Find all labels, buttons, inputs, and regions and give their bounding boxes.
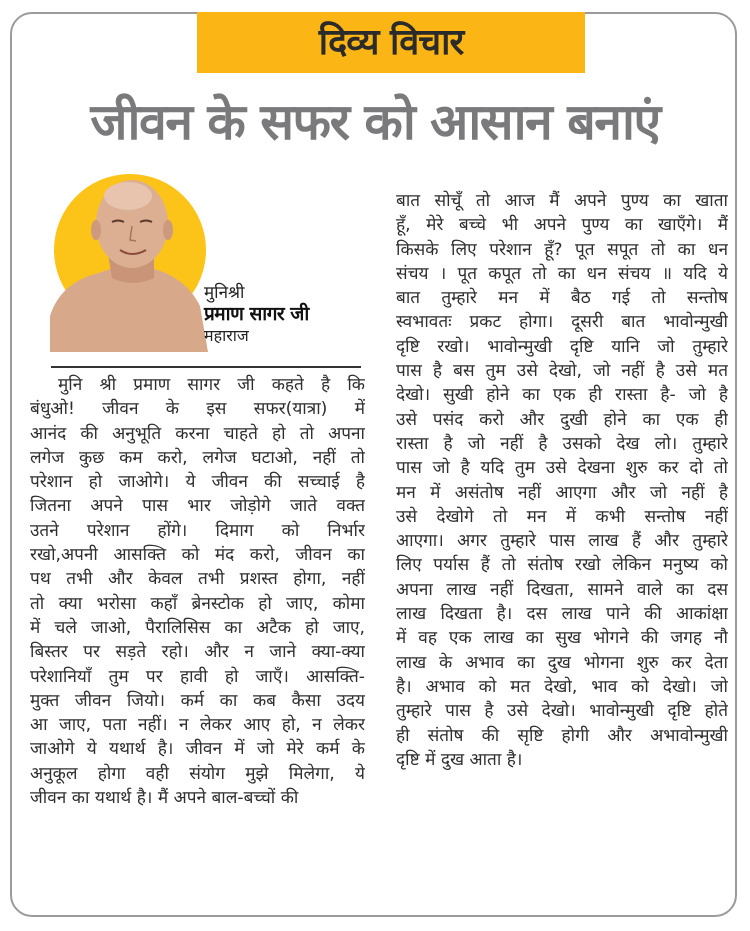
- text-line: तुम्हारे पास है उसे देखो। भावोन्मुखी दृष्टि होते: [396, 701, 728, 722]
- text-line: है। अभाव को मत देखो, भाव को देखो। जो: [396, 676, 728, 697]
- text-line: आ जाए, पता नहीं। न लेकर आए हो, न लेकर: [30, 715, 365, 736]
- section-label: दिव्य विचार: [318, 21, 464, 63]
- text-line: मुनि श्री प्रमाण सागर जी कहते है कि: [58, 375, 365, 395]
- text-line: ही संतोष की सृष्टि होगी और अभावोन्मुखी: [396, 725, 728, 746]
- text-line: बात तुम्हारे मन में बैठ गई तो सन्तोष: [396, 288, 728, 309]
- text-line: उसे देखोगे तो मन में कभी सन्तोष नहीं: [396, 506, 728, 527]
- text-line: बात सोचूँ तो आज मैं अपने पुण्य का खाता: [396, 191, 728, 211]
- author-suffix: महाराज: [204, 326, 249, 346]
- text-line: उसे पसंद करो और दुखी होने का एक ही: [396, 409, 728, 430]
- text-line: हूँ, मेरे बच्चे भी अपने पुण्य का खाएँगे। मैं: [396, 215, 728, 236]
- text-line: में वह एक लाख का सुख भोगने की जगह नौ: [396, 628, 728, 649]
- text-line: किसके लिए परेशान हूँ? पूत सपूत तो का धन: [396, 239, 728, 260]
- text-line: परेशान हो जाओगे। ये जीवन की सच्चाई है: [30, 472, 365, 493]
- text-line: मन में असंतोष नहीं आएगा और जो नहीं है: [396, 482, 728, 503]
- text-line: बिस्तर पर सड़ते रहो। और न जाने क्या-क्या: [30, 642, 365, 663]
- text-line: रखो,अपनी आसक्ति को मंद करो, जीवन का: [30, 545, 365, 566]
- text-line: पास जो है यदि तुम उसे देखना शुरु कर दो तो: [396, 458, 728, 479]
- text-line: लाख के अभाव का दुख भोगना शुरु कर देता: [396, 652, 728, 673]
- author-title: मुनिश्री: [204, 283, 245, 303]
- text-line: उतने परेशान होंगे। दिमाग को निर्भार: [30, 520, 365, 541]
- text-line: पास है बस तुम उसे देखो, जो नहीं है उसे मत: [396, 361, 728, 382]
- text-line: मुक्त जीवन जियो। कर्म का कब कैसा उदय: [30, 690, 365, 711]
- text-line: संचय । पूत कपूत तो का धन संचय ॥ यदि ये: [396, 263, 728, 284]
- text-line: लिए पर्यास हैं तो संतोष रखो लेकिन मनुष्य को: [396, 555, 728, 576]
- author-name: प्रमाण सागर जी: [204, 303, 309, 326]
- text-line: रास्ता है जो नहीं है उसको देख लो। तुम्हारे: [396, 433, 728, 454]
- author-portrait-photo: [50, 166, 210, 352]
- text-line: तो क्या भरोसा कहाँ ब्रेनस्टोक हो जाए, कोमा: [30, 593, 365, 614]
- text-line: बंधुओ! जीवन के इस सफर(यात्रा) में: [30, 399, 365, 420]
- headline: जीवन के सफर को आसान बनाएं: [90, 93, 660, 151]
- text-line: जितना अपने पास भार जोड़ोगे जाते वक्त: [30, 496, 365, 517]
- text-line: दृष्टि में दुख आता है।: [396, 749, 523, 770]
- text-line: लगेज कुछ कम करो, लगेज घटाओ, नहीं तो: [30, 447, 365, 468]
- text-line: अनुकूल होगा वही संयोग मुझे मिलेगा, ये: [30, 763, 365, 784]
- text-line: जीवन का यथार्थ है। मैं अपने बाल-बच्चों की: [30, 788, 299, 809]
- text-line: पथ तभी और केवल तभी प्रशस्त होगा, नहीं: [30, 569, 365, 590]
- text-line: आएगा। अगर तुम्हारे पास लाख हैं और तुम्हारे: [396, 531, 728, 552]
- text-line: देखो। सुखी होने का एक ही रास्ता है- जो है: [396, 385, 728, 406]
- author-byline: [204, 283, 309, 345]
- byline-divider: [51, 366, 361, 368]
- text-line: आनंद की अनुभूति करना चाहते हो तो अपना: [30, 423, 365, 444]
- text-line: में चले जाओ, पैरालिसिस का अटैक हो जाए,: [30, 617, 365, 638]
- article-column-right: [396, 189, 728, 772]
- text-line: लाख दिखता है। दस लाख पाने की आकांक्षा: [396, 604, 728, 625]
- text-line: दृष्टि रखो। भावोन्मुखी दृष्टि यानि जो तुम्हारे: [396, 336, 728, 357]
- text-line: जाओगे ये यथार्थ है। जीवन में जो मेरे कर्म के: [30, 739, 365, 760]
- article-column-left: [30, 373, 365, 810]
- text-line: अपना लाख नहीं दिखता, सामने वाले का दस: [396, 579, 728, 600]
- text-line: परेशानियाँ तुम पर हावी हो जाएँ। आसक्ति-: [30, 666, 365, 687]
- text-line: स्वभावतः प्रकट होगा। दूसरी बात भावोन्मुखी: [396, 312, 728, 333]
- section-label-banner: [197, 12, 585, 73]
- head-highlight: [104, 182, 152, 210]
